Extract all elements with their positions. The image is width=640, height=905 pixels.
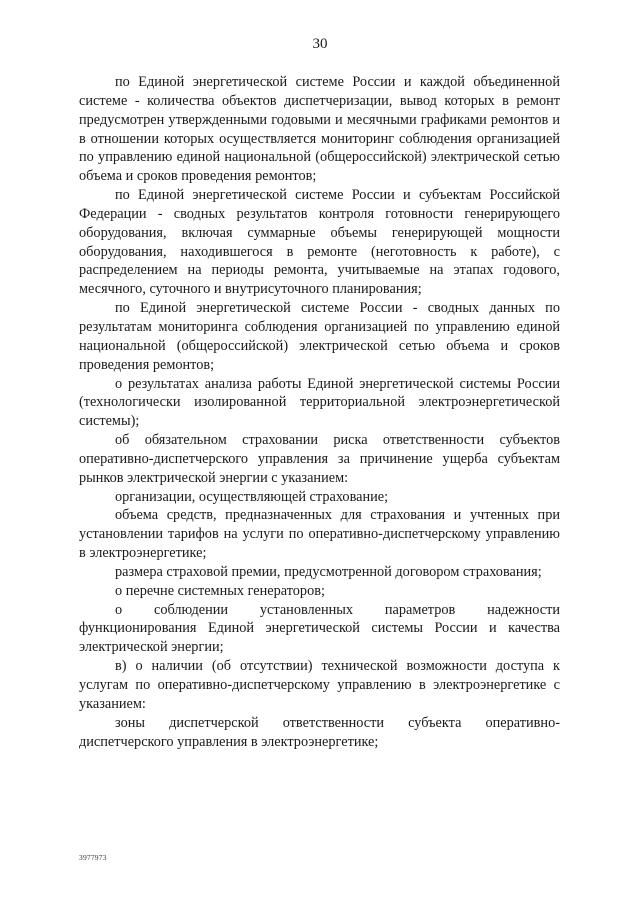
paragraph: по Единой энергетической системе России и субъектам Российской Федерации - сводных результатов контроля готовности генерирующего оборудования, включая суммарные объемы генерирующей мощности оборудования, находившегося в ремонте (неготовность к работе), с распределением на периоды ремонта, учитываемые на этапах годового, месячного, суточного и внутрисуточного планирования;	[79, 187, 560, 298]
paragraph: об обязательном страховании риска ответственности субъектов оперативно-диспетчерского управления за причинение ущерба субъектам рынков электрической энергии с указанием:	[79, 432, 560, 486]
document-body	[79, 73, 560, 751]
paragraph: зоны диспетчерской ответственности субъекта оперативно-диспетчерского управления в электроэнергетике;	[79, 714, 560, 750]
paragraph: о результатах анализа работы Единой энергетической системы России (технологически изолированной территориальной электроэнергетической системы);	[79, 375, 560, 430]
paragraph: по Единой энергетической системе России и каждой объединенной системе - количества объектов диспетчеризации, вывод которых в ремонт предусмотрен утвержденными годовыми и месячными графиками ремонтов и в отношении которых осуществляется мониторинг соблюдения организацией по управлению единой национальной (общероссийской) электрической сетью объема и сроков проведения ремонтов;	[79, 74, 560, 185]
document-code: 3977973	[79, 853, 107, 862]
paragraph: о соблюдении установленных параметров надежности функционирования Единой энергетической системы России и качества электрической энергии;	[79, 601, 560, 656]
paragraph: размера страховой премии, предусмотренной договором страхования;	[115, 563, 542, 580]
paragraph: объема средств, предназначенных для страхования и учтенных при установлении тарифов на услуги по оперативно-диспетчерскому управлению в электроэнергетике;	[79, 507, 560, 562]
paragraph: о перечне системных генераторов;	[115, 582, 325, 599]
paragraph: организации, осуществляющей страхование;	[115, 488, 389, 505]
paragraph: в) о наличии (об отсутствии) технической возможности доступа к услугам по оперативно-диспетчерскому управлению в электроэнергетике с указанием:	[79, 658, 560, 712]
paragraph: по Единой энергетической системе России - сводных данных по результатам мониторинга соблюдения организацией по управлению единой национальной (общероссийской) электрической сетью объема и сроков проведения ремонтов;	[79, 300, 560, 373]
page-number: 30	[312, 36, 328, 52]
